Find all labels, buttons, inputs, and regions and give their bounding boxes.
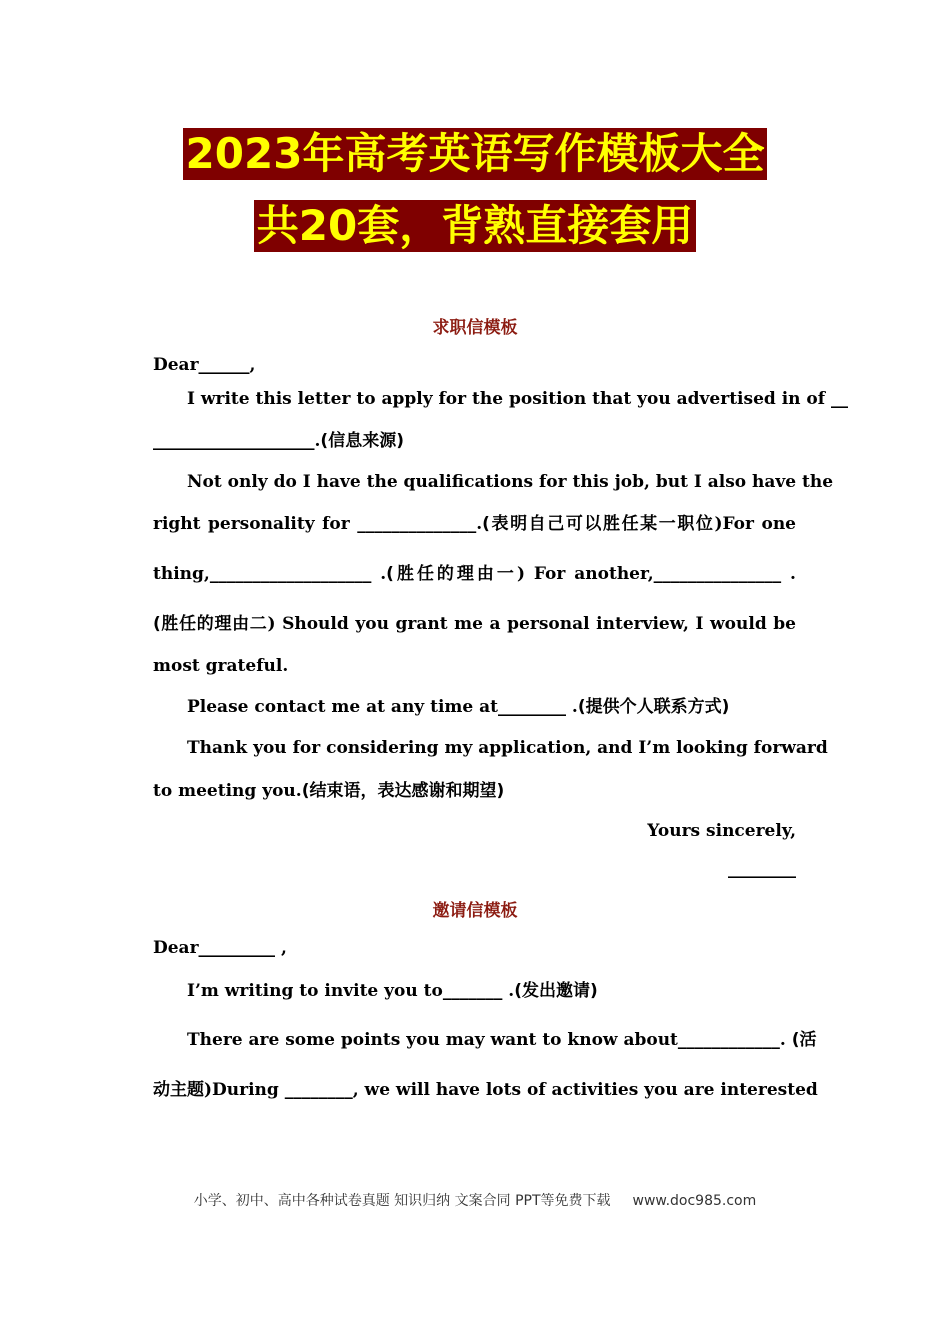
paragraph-line (187, 696, 796, 718)
paragraph-line: Thank you for considering my application, and I’m looking forward (187, 738, 828, 758)
paragraph-line (187, 980, 796, 1002)
annotation-note: (提供个人联系方式) (577, 697, 730, 717)
paragraph-line: Not only do I have the qualifications for this job, but I also have the (187, 472, 834, 492)
page-subtitle: 共20套，背熟直接套用 (254, 200, 696, 252)
page-footer (0, 1190, 950, 1210)
paragraph-line (187, 1029, 817, 1051)
annotation-note: (胜任的理由二 (153, 614, 268, 634)
annotation-note: 动主题 (153, 1080, 204, 1100)
text-segment: thing,___________________ . (153, 564, 387, 584)
blank-text: ___________________. (153, 431, 321, 451)
section-heading-job-letter: 求职信模板 (432, 318, 518, 338)
paragraph-line (153, 1079, 818, 1101)
salutation: Dear______, (153, 355, 256, 375)
section-heading-invitation-letter: 邀请信模板 (432, 901, 518, 921)
closing: Yours sincerely, (647, 821, 796, 841)
annotation-note: (胜任的理由一 (386, 564, 517, 584)
text-segment: Please contact me at any time at________ . (187, 697, 578, 717)
text-segment: right personality for ______________. (153, 514, 483, 534)
paragraph-line (153, 613, 796, 635)
paragraph-line: I write this letter to apply for the position that you advertised in of __ (187, 389, 848, 409)
title-line-2 (0, 200, 950, 252)
page-title: 2023年高考英语写作模板大全 (183, 128, 768, 180)
text-segment: There are some points you may want to know about____________. (187, 1030, 792, 1050)
annotation-note: (活 (791, 1030, 817, 1050)
text-segment: ) For another,_______________ . (516, 564, 796, 584)
annotation-note: (发出邀请) (514, 981, 598, 1001)
footer-text: 小学、初中、高中各种试卷真题 知识归纳 文案合同 PPT等免费下载 (193, 1193, 611, 1209)
text-segment: )For one (714, 514, 796, 534)
salutation: Dear_________ , (153, 938, 287, 958)
paragraph-line: most grateful. (153, 656, 289, 676)
annotation-note: (表明自己可以胜任某一职位 (482, 514, 715, 534)
title-line-1 (0, 128, 950, 180)
paragraph-line (153, 563, 796, 585)
annotation-note: (结束语，表达感谢和期望) (301, 781, 505, 801)
text-segment: to meeting you. (153, 781, 302, 801)
annotation-note: (信息来源) (320, 431, 404, 451)
paragraph-line (153, 513, 796, 535)
paragraph-line (153, 780, 796, 802)
text-segment: ) Should you grant me a personal interview, I would be (267, 614, 796, 634)
paragraph-line (153, 430, 796, 452)
text-segment: )During ________, we will have lots of activities you are interested (204, 1080, 818, 1100)
footer-url[interactable]: www.doc985.com (632, 1193, 757, 1209)
signature-blank: ________ (728, 859, 796, 879)
text-segment: I’m writing to invite you to_______ . (187, 981, 515, 1001)
